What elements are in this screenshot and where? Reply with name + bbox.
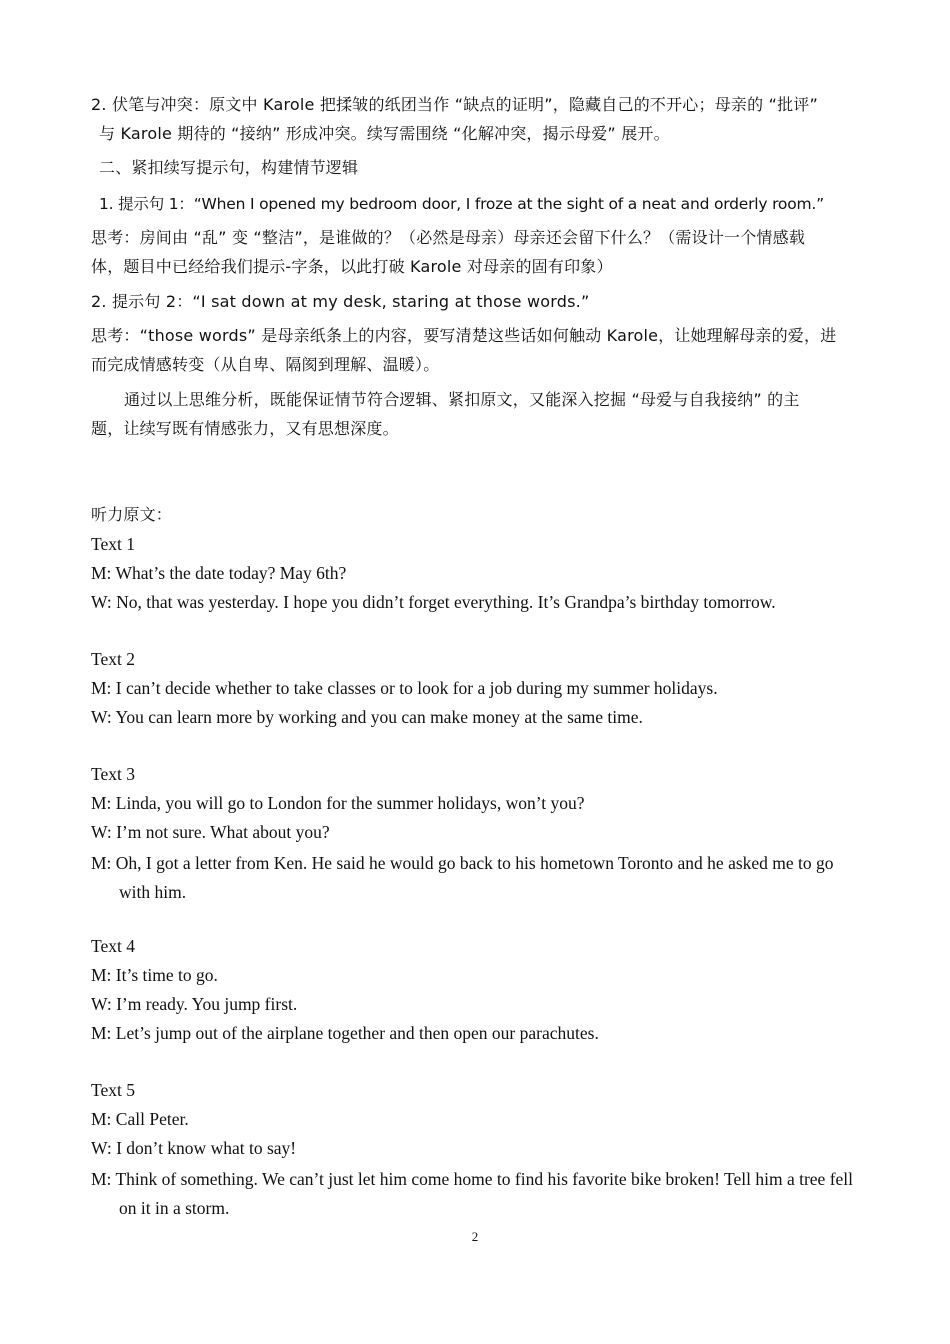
transcript-title: 听力原文： xyxy=(91,505,173,524)
text-5-line-2: W: I don’t know what to say! xyxy=(91,1138,297,1158)
summary-line-1: 通过以上思维分析，既能保证情节符合逻辑、紧扣原文，又能深入挖掘 “母爱与自我接纳” 的主 xyxy=(124,390,800,409)
analysis-point-2-line-2: 与 Karole 期待的 “接纳” 形成冲突。续写需围绕 “化解冲突，揭示母爱” 展开。 xyxy=(99,124,670,143)
text-5-line-1: M: Call Peter. xyxy=(91,1109,189,1129)
text-2-line-2: W: You can learn more by working and you can make money at the same time. xyxy=(91,707,643,727)
text-3-line-1: M: Linda, you will go to London for the summer holidays, won’t you? xyxy=(91,793,585,813)
think-1-line-2: 体，题目中已经给我们提示-字条，以此打破 Karole 对母亲的固有印象） xyxy=(91,257,613,276)
text-1-line-2: W: No, that was yesterday. I hope you didn’t forget everything. It’s Grandpa’s birthday tomorrow. xyxy=(91,592,776,612)
text-5-line-3: M: Think of something. We can’t just let him come home to find his favorite bike broken! Tell him a tree fell on it in a storm. xyxy=(91,1169,854,1218)
text-3-line-3: M: Oh, I got a letter from Ken. He said he would go back to his hometown Toronto and he asked me to go with him. xyxy=(91,853,834,902)
analysis-point-2-line-1: 2. 伏笔与冲突：原文中 Karole 把揉皱的纸团当作 “缺点的证明”，隐藏自己的不开心；母亲的 “批评” xyxy=(91,95,818,114)
think-1-line-1: 思考：房间由 “乱” 变 “整洁”，是谁做的？（必然是母亲）母亲还会留下什么？（需设计一个情感载 xyxy=(91,228,806,247)
text-4-line-2: W: I’m ready. You jump first. xyxy=(91,994,298,1014)
think-2-line-2: 而完成情感转变（从自卑、隔阂到理解、温暖）。 xyxy=(91,355,440,374)
text-3-line-2: W: I’m not sure. What about you? xyxy=(91,822,330,842)
summary-line-2: 题，让续写既有情感张力，又有思想深度。 xyxy=(91,419,399,438)
section-heading-2: 二、紧扣续写提示句，构建情节逻辑 xyxy=(99,158,359,177)
text-2-label: Text 2 xyxy=(91,649,135,669)
text-1-line-1: M: What’s the date today? May 6th? xyxy=(91,563,347,583)
text-5-label: Text 5 xyxy=(91,1080,135,1100)
think-2-line-1: 思考：“those words” 是母亲纸条上的内容，要写清楚这些话如何触动 Karole，让她理解母亲的爱，进 xyxy=(91,326,837,345)
text-1-label: Text 1 xyxy=(91,534,135,554)
text-4-label: Text 4 xyxy=(91,936,135,956)
hint-sentence-1: 1. 提示句 1：“When I opened my bedroom door, I froze at the sight of a neat and orderly room.” xyxy=(99,195,824,213)
text-4-line-1: M: It’s time to go. xyxy=(91,965,218,985)
text-3-label: Text 3 xyxy=(91,764,135,784)
page-number: 2 xyxy=(471,1229,479,1244)
hint-sentence-2: 2. 提示句 2：“I sat down at my desk, staring at those words.” xyxy=(91,292,590,311)
text-2-line-1: M: I can’t decide whether to take classes or to look for a job during my summer holidays. xyxy=(91,678,718,698)
text-4-line-3: M: Let’s jump out of the airplane together and then open our parachutes. xyxy=(91,1023,599,1043)
